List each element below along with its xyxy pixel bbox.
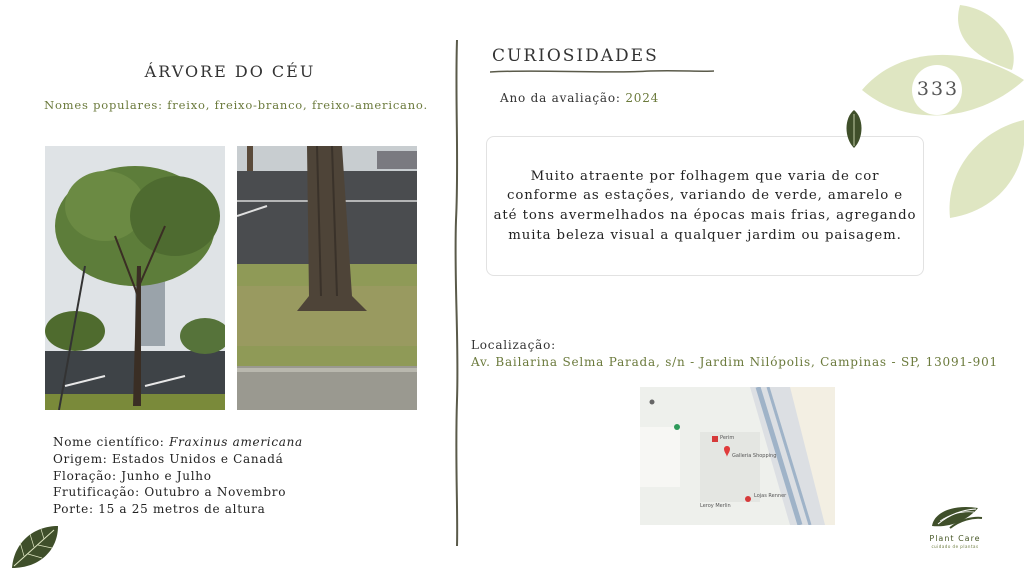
map-label-leroy: Leroy Merlin [700,503,731,509]
place-pin-icon [650,400,655,405]
location-address: Av. Bailarina Selma Parada, s/n - Jardim Nilópolis, Campinas - SP, 13091-901 [471,355,998,369]
curiosities-title: CURIOSIDADES [492,46,659,66]
vertical-divider [451,40,463,546]
scientific-name-row [53,434,303,451]
year-label: Ano da avaliação: [500,91,626,105]
size-row: Porte: 15 a 25 metros de altura [53,502,266,517]
map-label-perim: Perim [720,435,735,441]
map-label-renner: Lojas Renner [754,493,787,499]
corner-leaf-icon [8,520,62,572]
evaluation-year [500,91,659,105]
scientific-name: Fraxinus americana [169,435,303,449]
map-label-galleria: Galleria Shopping [732,453,777,459]
flowering-row: Floração: Junho e Julho [53,468,212,483]
brand-name: Plant Care [929,534,981,543]
trunk-photo [237,146,417,410]
year-value: 2024 [625,91,660,105]
store-pin-icon [712,436,718,442]
location-map[interactable] [640,387,835,525]
description-text: Muito atraente por folhagem que varia de cor conforme as estações, variando de verde, amarelo e até tons avermelhados na épocas mais frias, agregando muita beleza visual a qualquer jardim ou paisagem. [493,168,917,243]
brand-tagline: cuidado de plantas [931,544,979,549]
leaf-icon [842,108,866,150]
fruiting-row: Frutificação: Outubro a Novembro [53,485,287,500]
scientific-name-label: Nome científico: [53,435,170,449]
origin-row: Origem: Estados Unidos e Canadá [53,451,284,466]
shop-pin-icon [745,496,751,502]
park-pin-icon [674,424,680,430]
popular-names: Nomes populares: freixo, freixo-branco, freixo-americano. [44,98,428,112]
tree-photo [45,146,225,410]
leaf-decoration [840,0,1024,230]
species-facts [53,434,303,518]
title-underline [490,66,714,76]
page-counter: 333 [916,78,960,100]
location-label: Localização: [471,338,556,352]
species-title: ÁRVORE DO CÉU [144,62,316,81]
